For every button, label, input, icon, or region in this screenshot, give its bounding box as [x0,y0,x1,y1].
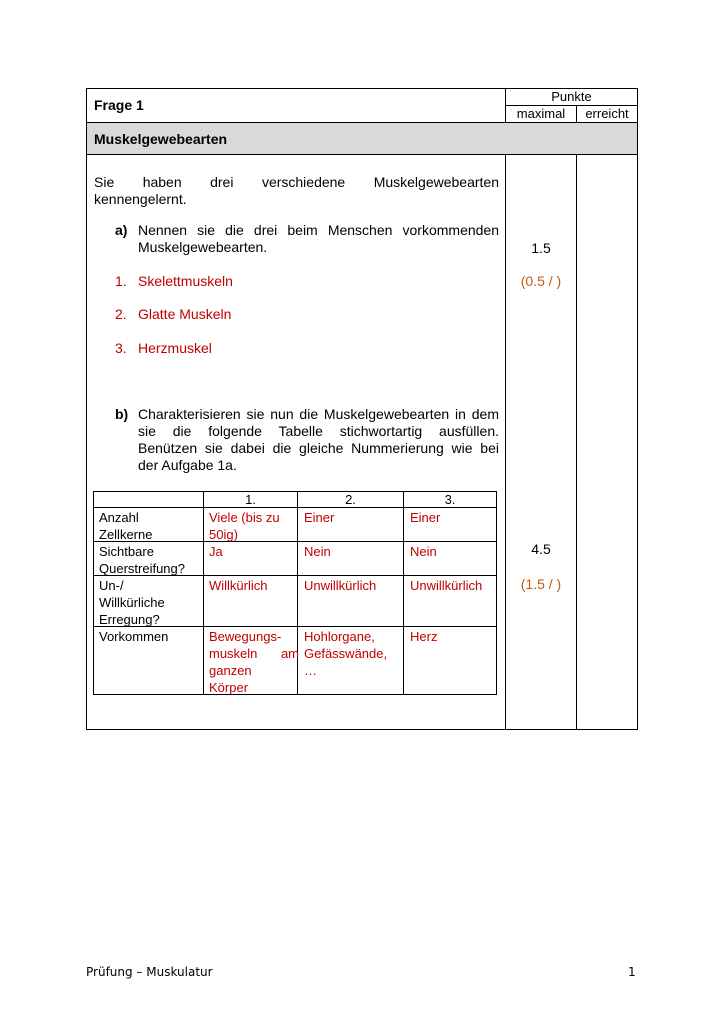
part-a-label: a) [115,222,128,238]
table-col-header-3: 3. [444,492,456,507]
table-col-header-1: 1. [245,492,256,507]
table-row-1-label: Anzahl Zellkerne [99,510,153,542]
table-row-1-cell-2: Einer [304,510,335,525]
table-row-2-cell-2: Nein [304,544,331,559]
answer-1-number: 1. [115,273,127,289]
part-b-prompt: Charakterisieren sie nun die Muskelgewebearten in dem sie die folgende Tabelle stichwortartig ausfüllen. Benützen sie dabei die gleiche Nummerierung wie bei der Aufgabe 1a. [138,406,499,473]
section-title: Muskelgewebearten [94,131,228,147]
table-row-4-cell-1: Bewegungs- muskeln am ganzen Körper [209,629,299,695]
table-row-3-cell-1: Willkürlich [209,578,268,593]
points-header: Punkte [551,89,592,104]
table-row-2-cell-1: Ja [209,544,223,559]
table-row-2-label: Sichtbare Querstreifung? [99,544,185,576]
answer-2-text: Glatte Muskeln [138,306,232,322]
footer-page-number: 1 [628,965,636,979]
table-col-header-2: 2. [345,492,356,507]
part-a-achieved-points: (0.5 / ) [520,273,562,289]
part-b-max-points: 4.5 [531,541,551,557]
part-a-prompt: Nennen sie die drei beim Menschen vorkommenden Muskelgewebearten. [138,222,499,255]
answer-2-number: 2. [115,306,127,322]
intro-line-2: kennengelernt. [94,191,187,207]
table-row-2-cell-3: Nein [410,544,437,559]
intro-text [94,174,499,208]
table-row-4-cell-2: Hohlorgane, Gefässwände, … [304,629,388,678]
part-a-max-points: 1.5 [531,240,551,256]
table-row-4-label: Vorkommen [99,629,169,644]
table-row-3-cell-2: Unwillkürlich [304,578,377,593]
question-label: Frage 1 [94,97,144,113]
table-row-3-label: Un-/ Willkürliche Erregung? [99,578,165,627]
achieved-points-header: erreicht [585,106,629,121]
part-b-achieved-points: (1.5 / ) [520,576,562,592]
footer-title: Prüfung – Muskulatur [86,965,213,979]
table-row-1-cell-1: Viele (bis zu 50ig) [209,510,280,542]
table-row-1-cell-3: Einer [410,510,441,525]
max-points-header: maximal [516,106,566,121]
intro-line-1: Sie haben drei verschiedene Muskelgewebearten [94,174,499,190]
table-row-3-cell-3: Unwillkürlich [410,578,483,593]
part-b-label: b) [115,406,129,422]
answer-1-text: Skelettmuskeln [138,273,233,289]
answer-3-number: 3. [115,340,127,356]
answer-3-text: Herzmuskel [138,340,212,356]
table-row-4-cell-3: Herz [410,629,438,644]
